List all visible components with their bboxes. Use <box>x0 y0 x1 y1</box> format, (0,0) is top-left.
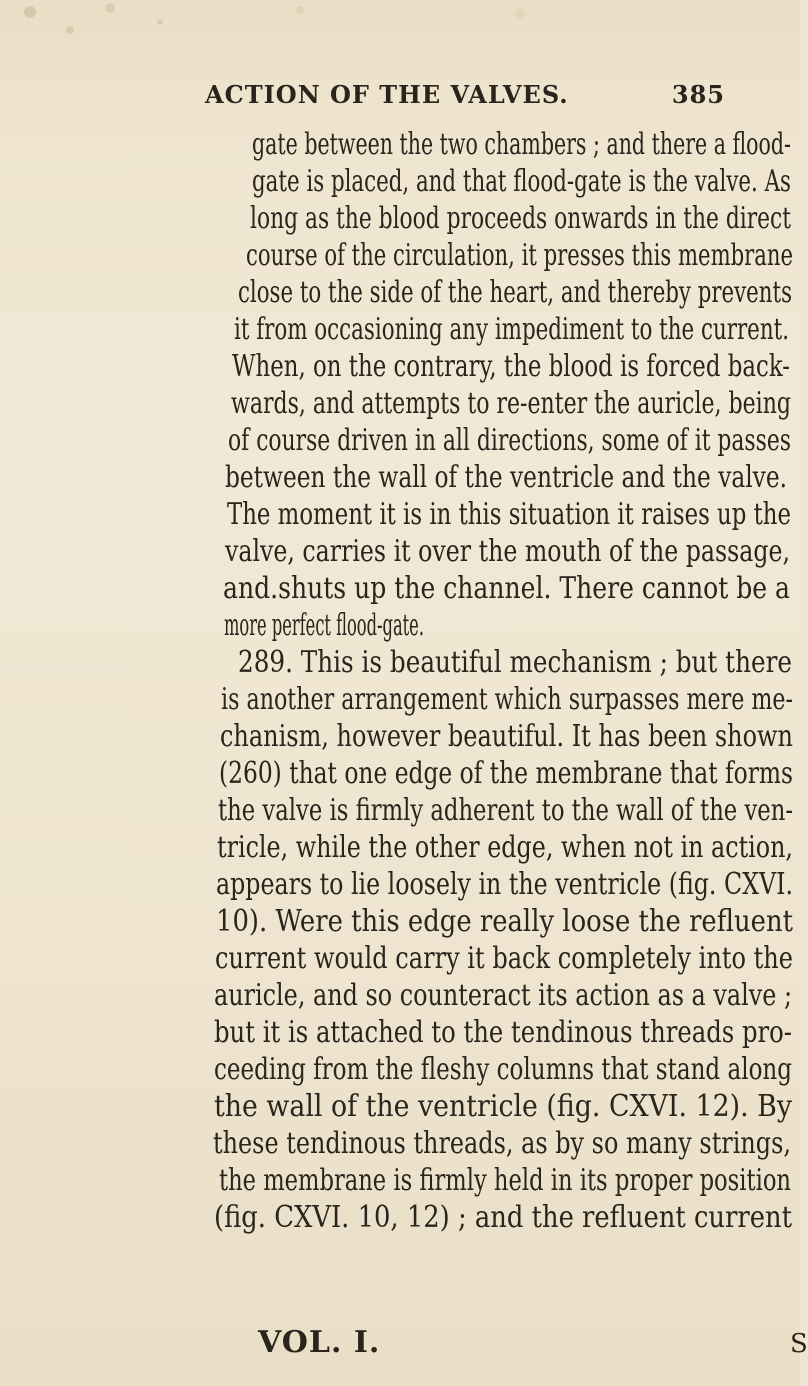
text-line: gate is placed, and that flood-gate is the valve. As <box>252 164 791 199</box>
volume-label: VOL. I. <box>258 1325 381 1360</box>
text-line: (fig. CXVI. 10, 12) ; and the refluent current <box>214 1200 792 1235</box>
text-line: between the wall of the ventricle and the valve. <box>225 460 787 495</box>
text-line: the valve is firmly adherent to the wall of the ven- <box>218 793 793 828</box>
text-line: but it is attached to the tendinous threads pro- <box>214 1015 792 1050</box>
text-line: wards, and attempts to re-enter the auricle, being <box>231 386 791 421</box>
text-line: 289. This is beautiful mechanism ; but there <box>238 645 792 680</box>
text-line: long as the blood proceeds onwards in the direct <box>250 201 791 236</box>
signature-mark: S <box>790 1329 808 1359</box>
text-line: chanism, however beautiful. It has been shown <box>220 719 793 754</box>
text-line: it from occasioning any impediment to the current. <box>234 312 789 347</box>
text-line: valve, carries it over the mouth of the passage, <box>225 534 790 569</box>
text-line: is another arrangement which surpasses mere me- <box>221 682 793 717</box>
page-edge-stain <box>0 0 800 80</box>
text-line: (260) that one edge of the membrane that forms <box>219 756 793 791</box>
text-line: the wall of the ventricle (fig. CXVI. 12). By <box>214 1089 792 1124</box>
page-number: 385 <box>671 80 725 109</box>
text-line: When, on the contrary, the blood is forced back- <box>232 349 790 384</box>
text-line: ceeding from the fleshy columns that stand along <box>214 1052 792 1087</box>
text-line: 10). Were this edge really loose the refluent <box>216 904 793 939</box>
text-line: close to the side of the heart, and thereby prevents <box>238 275 792 310</box>
running-header <box>205 80 725 120</box>
text-line: and.shuts up the channel. There cannot be a <box>223 571 790 606</box>
page-footer <box>258 1325 808 1365</box>
text-line: current would carry it back completely into the <box>215 941 793 976</box>
text-line: auricle, and so counteract its action as a valve ; <box>214 978 792 1013</box>
text-line: tricle, while the other edge, when not in action, <box>217 830 793 865</box>
text-line: these tendinous threads, as by so many strings, <box>213 1126 791 1161</box>
text-line: gate between the two chambers ; and there a flood- <box>252 127 791 162</box>
text-line: The moment it is in this situation it raises up the <box>227 497 791 532</box>
text-line: the membrane is firmly held in its proper position <box>219 1163 791 1198</box>
text-line: of course driven in all directions, some of it passes <box>228 423 791 458</box>
text-line: course of the circulation, it presses this membrane <box>246 238 793 273</box>
text-line: appears to lie loosely in the ventricle (fig. CXVI. <box>216 867 793 902</box>
text-line: more perfect flood-gate. <box>224 608 424 643</box>
running-title: ACTION OF THE VALVES. <box>205 80 569 109</box>
